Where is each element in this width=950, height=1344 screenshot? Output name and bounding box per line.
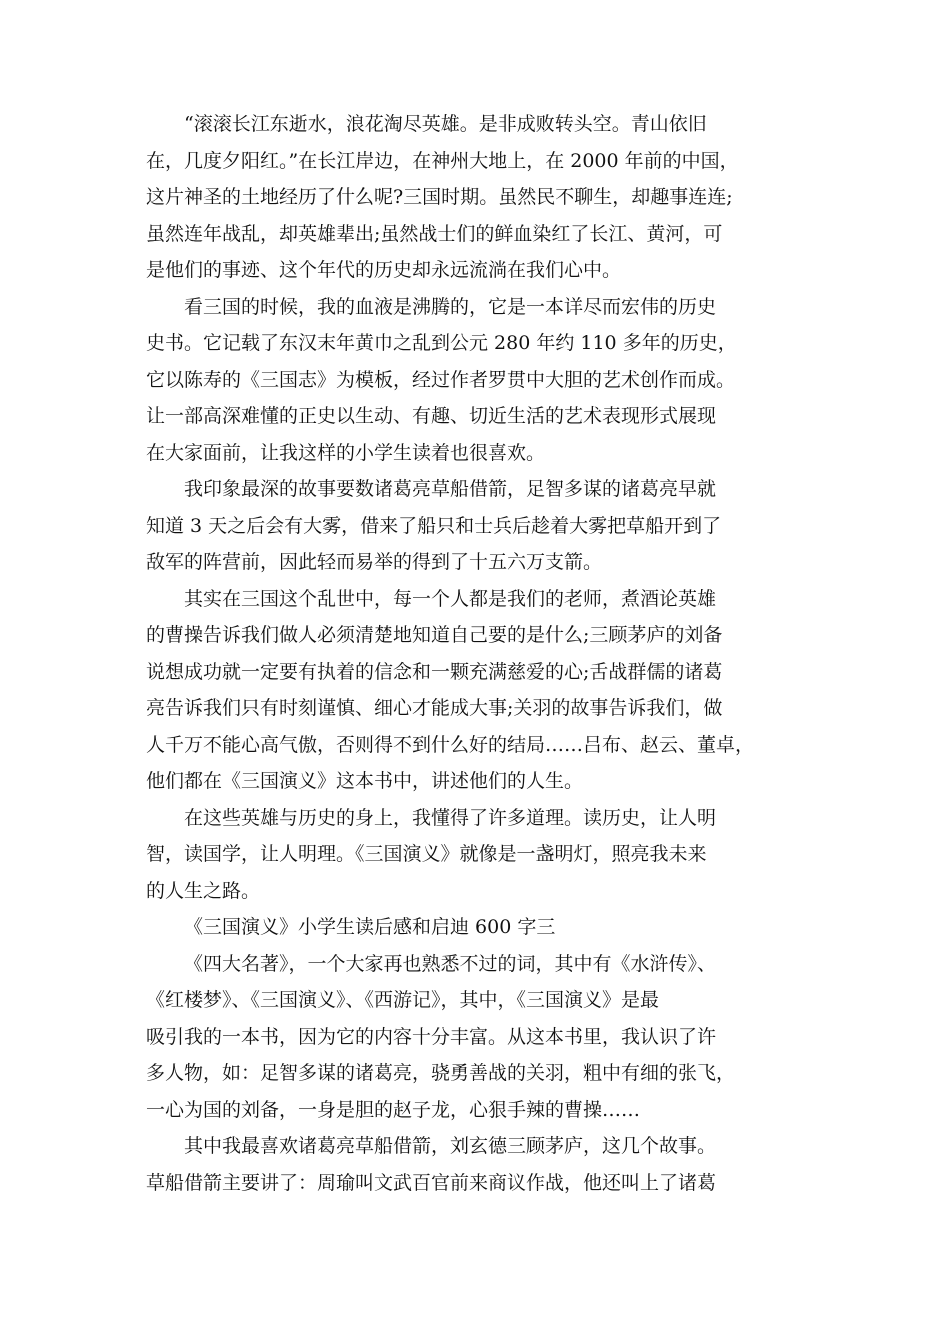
text-line: 其中我最喜欢诸葛亮草船借箭，刘玄德三顾茅庐，这几个故事。 xyxy=(184,1135,717,1157)
text-line: 说想成功就一定要有执着的信念和一颗充满慈爱的心;舌战群儒的诸葛 xyxy=(146,660,723,683)
text-line: 在，几度夕阳红。”在长江岸边，在神州大地上，在 2000 年前的中国， xyxy=(146,149,739,172)
text-line: 知道 3 天之后会有大雾，借来了船只和士兵后趁着大雾把草船开到了 xyxy=(146,514,722,537)
text-line: 多人物，如：足智多谋的诸葛亮，骁勇善战的关羽，粗中有细的张飞， xyxy=(146,1062,736,1084)
text-line: 《四大名著》，一个大家再也熟悉不过的词，其中有《水浒传》、 xyxy=(184,952,717,975)
text-line: 《三国演义》小学生读后感和启迪 600 字三 xyxy=(184,916,556,938)
text-line: 亮告诉我们只有时刻谨慎、细心才能成大事;关羽的故事告诉我们，做 xyxy=(146,697,723,719)
text-line: 看三国的时候，我的血液是沸腾的，它是一本详尽而宏伟的历史 xyxy=(184,295,717,318)
text-line: 在这些英雄与历史的身上，我懂得了许多道理。读历史，让人明 xyxy=(184,806,717,829)
text-line: 这片神圣的土地经历了什么呢?三国时期。虽然民不聊生，却趣事连连; xyxy=(146,186,733,208)
text-line: 其实在三国这个乱世中，每一个人都是我们的老师，煮酒论英雄 xyxy=(184,587,717,610)
text-line: “滚滚长江东逝水，浪花淘尽英雄。是非成败转头空。青山依旧 xyxy=(184,113,707,135)
text-line: 智，读国学，让人明理。《三国演义》就像是一盏明灯，照亮我未来 xyxy=(146,843,707,865)
text-line: 《红楼梦》、《三国演义》、《西游记》，其中，《三国演义》是最 xyxy=(146,989,660,1011)
text-line: 虽然连年战乱，却英雄辈出;虽然战士们的鲜血染红了长江、黄河，可 xyxy=(146,222,723,245)
text-line: 草船借箭主要讲了：周瑜叫文武百官前来商议作战，他还叫上了诸葛 xyxy=(146,1171,717,1194)
text-line: 的曹操告诉我们做人必须清楚地知道自己要的是什么;三顾茅庐的刘备 xyxy=(146,624,723,646)
text-line: 我印象最深的故事要数诸葛亮草船借箭，足智多谋的诸葛亮早就 xyxy=(184,478,717,500)
text-line: 他们都在《三国演义》这本书中，讲述他们的人生。 xyxy=(146,770,584,792)
text-line: 是他们的事迹、这个年代的历史却永远流淌在我们心中。 xyxy=(146,259,622,281)
text-line: 史书。它记载了东汉末年黄巾之乱到公元 280 年约 110 多年的历史， xyxy=(146,332,737,354)
text-line: 让一部高深难懂的正史以生动、有趣、切近生活的艺术表现形式展现 xyxy=(146,405,717,427)
text-line: 在大家面前，让我这样的小学生读着也很喜欢。 xyxy=(146,441,546,464)
document-body-text xyxy=(146,106,846,1201)
text-line: 敌军的阵营前，因此轻而易举的得到了十五六万支箭。 xyxy=(146,551,603,573)
text-line: 吸引我的一本书，因为它的内容十分丰富。从这本书里，我认识了许 xyxy=(146,1025,717,1048)
text-line: 一心为国的刘备，一身是胆的赵子龙，心狠手辣的曹操…… xyxy=(146,1098,641,1121)
text-line: 的人生之路。 xyxy=(146,879,261,902)
text-line: 人千万不能心高气傲，否则得不到什么好的结局……吕布、赵云、董卓， xyxy=(146,733,755,756)
text-line: 它以陈寿的《三国志》为模板，经过作者罗贯中大胆的艺术创作而成。 xyxy=(146,368,736,391)
